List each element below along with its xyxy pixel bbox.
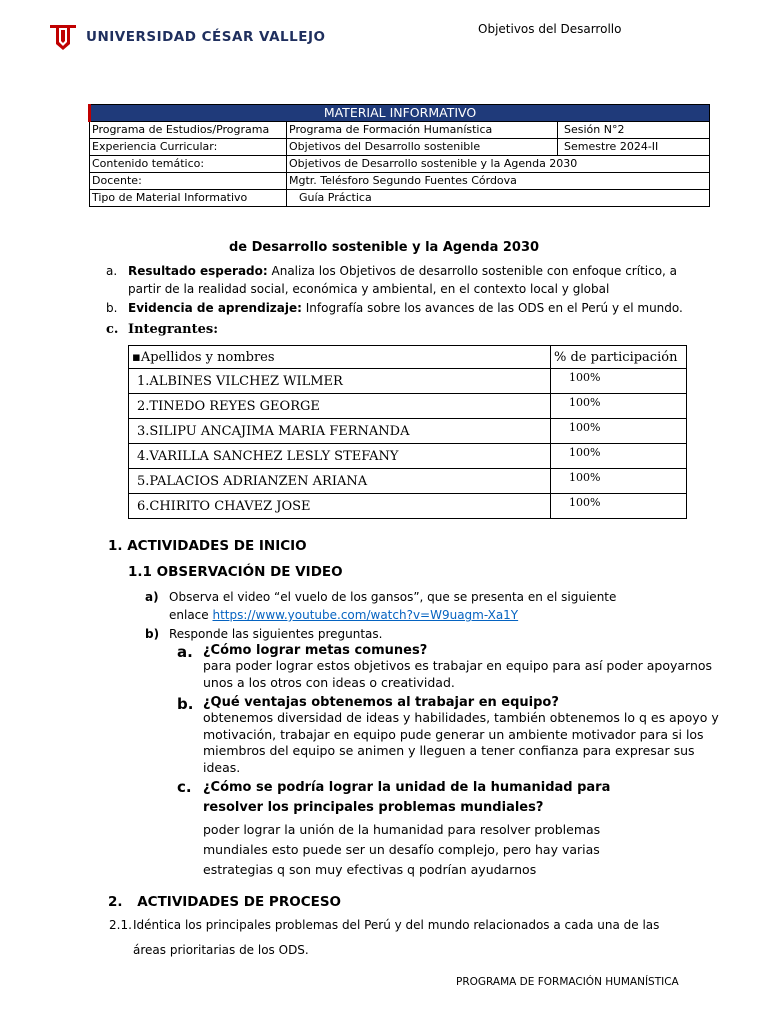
list-item <box>106 262 708 298</box>
list-marker: c. <box>106 322 119 337</box>
table-row <box>90 173 710 190</box>
member-name: 3.SILIPU ANCAJIMA MARIA FERNANDA <box>129 419 551 444</box>
question-text: ¿Qué ventajas obtenemos al trabajar en equipo? <box>203 695 559 710</box>
answer-text: para poder lograr estos objetivos es trabajar en equipo para así poder apoyarnos unos a los otros con ideas o creatividad. <box>203 658 713 690</box>
member-pct: 100% <box>551 419 687 444</box>
table-row <box>90 139 710 156</box>
member-pct: 100% <box>551 394 687 419</box>
table-row <box>90 122 710 139</box>
info-label: Contenido temático: <box>90 156 287 173</box>
section1-title: 1. ACTIVIDADES DE INICIO <box>108 538 307 554</box>
document-header-title: Objetivos del Desarrollo <box>478 22 622 36</box>
table-row <box>129 369 687 394</box>
member-name: 1.ALBINES VILCHEZ WILMER <box>129 369 551 394</box>
info-label: Tipo de Material Informativo <box>90 190 287 207</box>
question-block <box>177 778 653 880</box>
member-pct: 100% <box>551 444 687 469</box>
list-item <box>109 913 693 963</box>
info-extra: Sesión N°2 <box>558 122 710 139</box>
answer-text: poder lograr la unión de la humanidad para resolver problemas mundiales esto puede ser un desafío complejo, pero hay varias estrategias q son muy efectivas q podrían ayudarnos <box>203 822 601 877</box>
info-value: Programa de Formación Humanística <box>287 122 558 139</box>
section1-subtitle: 1.1 OBSERVACIÓN DE VIDEO <box>128 564 343 580</box>
info-value: Objetivos de Desarrollo sostenible y la Agenda 2030 <box>287 156 710 173</box>
university-logo <box>48 22 325 52</box>
table-row <box>129 494 687 519</box>
member-name: 5.PALACIOS ADRIANZEN ARIANA <box>129 469 551 494</box>
question-marker: c. <box>177 778 192 796</box>
member-name: 6.CHIRITO CHAVEZ JOSE <box>129 494 551 519</box>
member-pct: 100% <box>551 369 687 394</box>
name-header-text: Apellidos y nombres <box>140 349 275 365</box>
table-header-row <box>129 346 687 369</box>
section2-marker: 2. <box>108 894 123 910</box>
member-name: 2.TINEDO REYES GEORGE <box>129 394 551 419</box>
info-label: Programa de Estudios/Programa <box>90 122 287 139</box>
question-block <box>177 643 723 691</box>
info-label: Experiencia Curricular: <box>90 139 287 156</box>
section2-heading <box>108 894 341 910</box>
main-title: de Desarrollo sostenible y la Agenda 2030 <box>228 240 540 255</box>
table-row <box>90 156 710 173</box>
members-heading <box>106 322 219 337</box>
ucv-shield-icon <box>48 22 78 52</box>
table-row <box>129 444 687 469</box>
member-pct: 100% <box>551 494 687 519</box>
question-text: ¿Cómo lograr metas comunes? <box>203 643 428 658</box>
material-info-table <box>88 104 710 207</box>
members-heading-label: Integrantes: <box>128 322 219 337</box>
list-marker: b. <box>106 301 118 315</box>
info-extra: Semestre 2024-II <box>558 139 710 156</box>
table-row <box>90 190 710 207</box>
material-banner: MATERIAL INFORMATIVO <box>90 105 710 122</box>
info-value: Objetivos del Desarrollo sostenible <box>287 139 558 156</box>
evidence-text: Infografía sobre los avances de las ODS en el Perú y el mundo. <box>301 301 683 315</box>
list-marker: a) <box>145 590 159 604</box>
evidence-label: Evidencia de aprendizaje: <box>128 301 302 315</box>
university-name: UNIVERSIDAD CÉSAR VALLEJO <box>86 29 326 45</box>
result-text: Analiza los Objetivos de desarrollo sostenible con enfoque crítico, a partir de la realidad social, económica y ambiental, en el contexto local y global <box>128 264 678 296</box>
table-row <box>129 469 687 494</box>
video-link[interactable]: https://www.youtube.com/watch?v=W9uagm-Xa1Y <box>212 608 519 622</box>
info-value: Mgtr. Telésforo Segundo Fuentes Córdova <box>287 173 710 190</box>
question-text: ¿Cómo se podría lograr la unidad de la humanidad para resolver los principales problemas mundiales? <box>203 780 611 815</box>
question-marker: a. <box>177 643 193 661</box>
list-marker: 2.1. <box>109 918 132 932</box>
member-name: 4.VARILLA SANCHEZ LESLY STEFANY <box>129 444 551 469</box>
list-marker: a. <box>106 264 118 278</box>
question-block <box>177 695 723 776</box>
video-instruction-cont: enlace <box>169 608 213 622</box>
info-value: Guía Práctica <box>287 190 710 207</box>
table-row <box>129 419 687 444</box>
list-item <box>145 588 709 624</box>
question-marker: b. <box>177 695 194 713</box>
pct-column-header: % de participación <box>551 346 687 369</box>
page-footer: PROGRAMA DE FORMACIÓN HUMANÍSTICA <box>456 976 679 988</box>
section2-title: ACTIVIDADES DE PROCESO <box>137 894 342 910</box>
list-item <box>106 299 708 317</box>
info-label: Docente: <box>90 173 287 190</box>
section2-item-text: Idéntica los principales problemas del Perú y del mundo relacionados a cada una de las áreas prioritarias de los ODS. <box>133 918 660 957</box>
list-item <box>145 625 709 643</box>
members-table <box>128 345 687 519</box>
questions-instruction: Responde las siguientes preguntas. <box>169 627 383 641</box>
answer-text: obtenemos diversidad de ideas y habilidades, también obtenemos lo q es apoyo y motivación, trabajar en equipo pude generar un ambiente motivador para si los miembros del equipo se animen y lleguen a tener confianza para expresar sus ideas. <box>203 710 719 775</box>
member-pct: 100% <box>551 469 687 494</box>
result-label: Resultado esperado: <box>128 264 268 278</box>
name-column-header: ▪Apellidos y nombres <box>129 346 551 369</box>
video-instruction: Observa el video “el vuelo de los gansos”, que se presenta en el siguiente <box>169 590 617 604</box>
table-row <box>129 394 687 419</box>
list-marker: b) <box>145 627 160 641</box>
